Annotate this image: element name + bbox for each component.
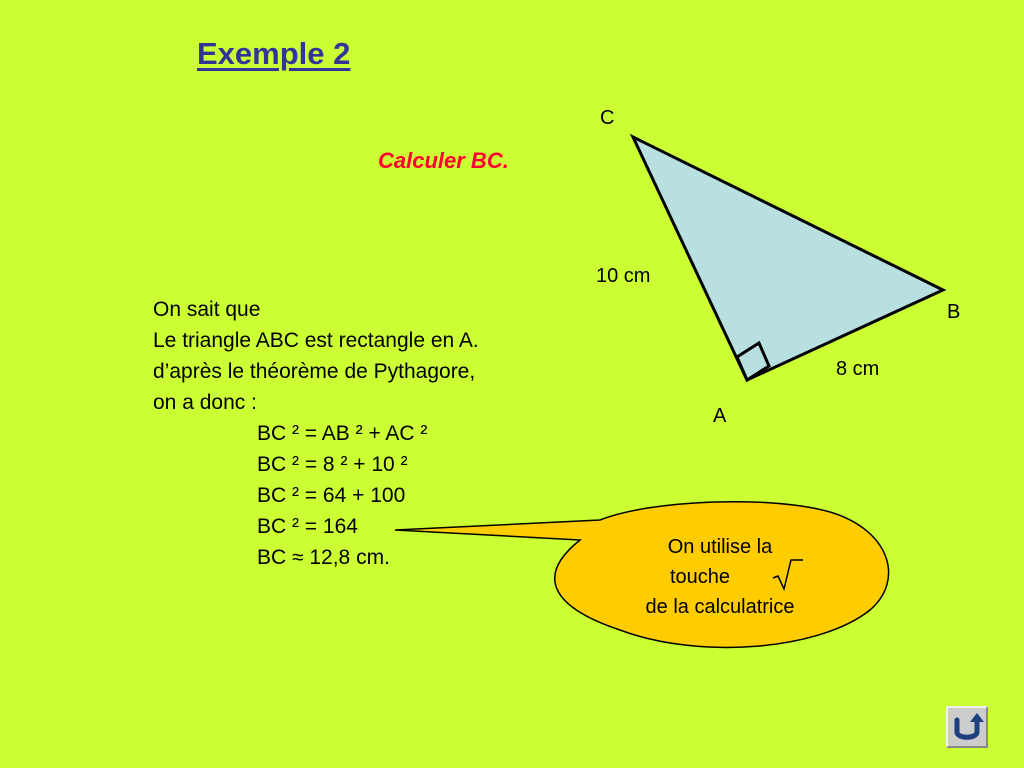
task-statement: Calculer BC. <box>378 148 509 173</box>
side-ab-length: 8 cm <box>836 358 880 380</box>
equation-line: BC ² = 164 <box>257 515 358 538</box>
reasoning-line: On sait que <box>153 298 261 321</box>
side-ac-length: 10 cm <box>596 265 651 287</box>
square-root-icon <box>771 556 805 592</box>
reasoning-text <box>153 294 479 418</box>
callout-line: On utilise la <box>667 536 773 558</box>
vertex-label-b: B <box>947 301 961 323</box>
triangle-abc <box>633 137 943 380</box>
u-turn-return-icon <box>948 708 986 746</box>
callout-line: de la calculatrice <box>645 596 795 618</box>
vertex-label-c: C <box>600 107 615 129</box>
vertex-label-a: A <box>713 405 727 427</box>
reasoning-line: Le triangle ABC est rectangle en A. <box>153 329 479 352</box>
equation-line: BC ² = AB ² + AC ² <box>257 422 428 445</box>
slide-title: Exemple 2 <box>197 36 351 71</box>
equation-line: BC ² = 8 ² + 10 ² <box>257 453 408 476</box>
return-button[interactable] <box>946 706 988 748</box>
reasoning-line: d’après le théorème de Pythagore, <box>153 360 476 383</box>
callout-line: touche <box>669 566 731 588</box>
equation-line: BC ² = 64 + 100 <box>257 484 406 507</box>
reasoning-line: on a donc : <box>153 391 257 414</box>
equations <box>257 418 427 573</box>
equation-line: BC ≈ 12,8 cm. <box>257 546 390 569</box>
